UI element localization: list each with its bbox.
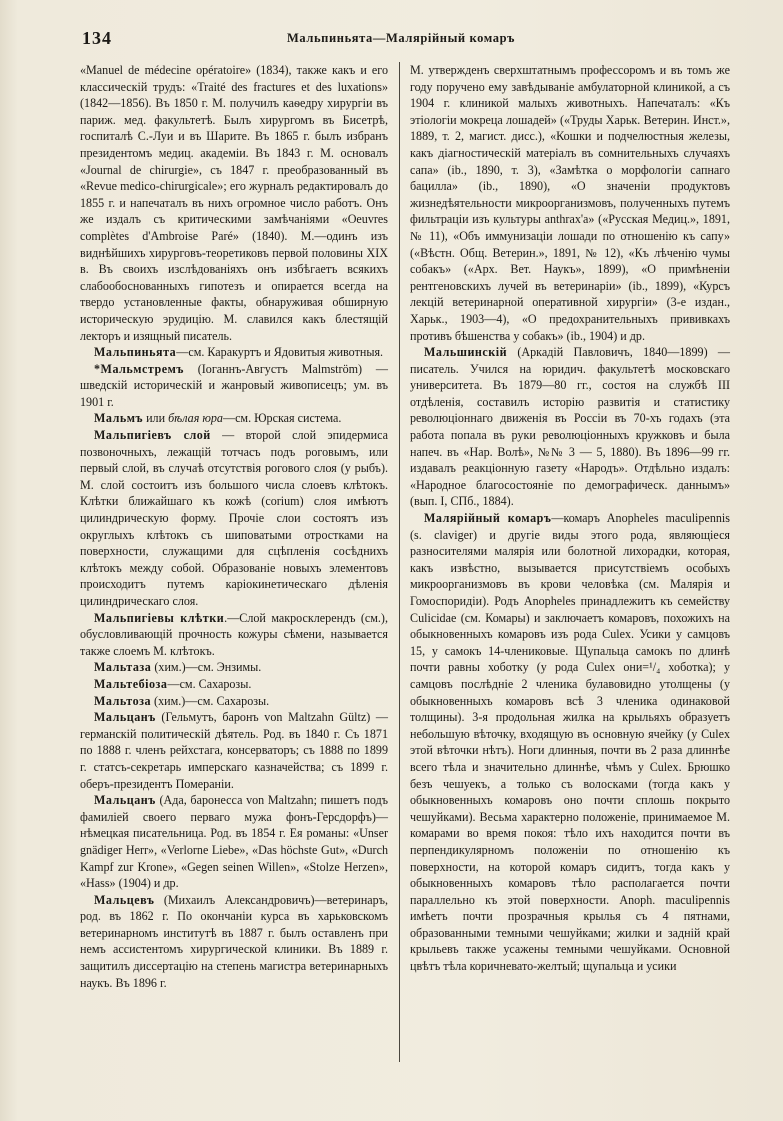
entry-continuation <box>80 62 388 344</box>
dictionary-entry <box>80 792 388 892</box>
entry-italic-text: бѣлая юра <box>168 411 223 426</box>
entry-text: .—Слой макросклерендъ (см.), обусловливающій прочность кожуры сѣмени, называется также слоемъ М. клѣтокъ. <box>80 610 388 658</box>
entry-text: —см. Сахарозы. <box>167 676 252 691</box>
dictionary-entry <box>80 693 388 710</box>
left-column <box>80 62 388 991</box>
entry-text: (Михаилъ Александровичъ)—ветеринаръ, род. въ 1862 г. По окончаніи курса въ харьковскомъ ветеринарномъ институтѣ въ 1887 г. былъ оставленъ при немъ ассистентомъ хирургической клиники. Въ 1889 г. защитилъ диссертацію на степень магистра ветеринарныхъ наукъ. Въ 1896 г. <box>80 892 388 990</box>
dictionary-entry <box>80 361 388 411</box>
entry-headword: Мальпигіевы клѣтки <box>94 610 225 625</box>
entry-text: «Manuel de médecine opératoire» (1834), также какъ и его классическій трудъ: «Traité des fractures et des luxations» (1842—1856). Въ 1850 г. М. получилъ каѳедру хирургіи въ париж. мед. факультетѣ. Былъ хирургомъ въ Бисетрѣ, госпиталѣ С.-Луи и въ Шарите. Въ 1865 г. былъ избранъ президентомъ медиц. академіи. Въ 1843 г. М. основалъ «Journal de chirurgie», съ 1847 г. преобразованный въ «Revue medico-chirurgicale»; его журналъ редактировалъ до 1855 г. и напечаталъ въ нихъ огромное число работъ. Онъ же издалъ съ критическими замѣчаніями «Oeuvres complètes d'Ambroise Paré» (1840). М.—одинъ изъ виднѣйшихъ хирурговъ-теоретиковъ первой половины XIX в. Въ своихъ изслѣдованіяхъ онъ избѣгаетъ всякихъ слабообоснованныхъ гипотезъ и опирается всегда на твердо установленные факты, обнаруживая обширную историческую эрудицію. М. славился какъ блестящій лекторъ и изящный писатель. <box>80 63 388 343</box>
entry-text: —см. Каракуртъ и Ядовитыя животныя. <box>176 345 384 360</box>
entry-text: (хим.)—см. Сахарозы. <box>151 693 270 708</box>
entry-continuation <box>410 62 730 344</box>
dictionary-entry <box>80 344 388 361</box>
entry-headword: Мальцевъ <box>94 892 155 907</box>
dictionary-entry <box>80 410 388 427</box>
entry-headword: Мальшинскій <box>424 345 508 360</box>
entry-headword: *Мальмстремъ <box>94 361 184 376</box>
page-header <box>82 28 762 50</box>
entry-headword: Мальтаза <box>94 660 152 675</box>
entry-headword: Мальцанъ <box>94 710 156 725</box>
entry-text: (Іоганнъ-Августъ Malmström) — шведскій историческій и жанровый живописецъ; ум. въ 1901 г. <box>80 361 388 409</box>
entry-headword: Мальтоза <box>94 693 152 708</box>
dictionary-entry <box>80 892 388 992</box>
entry-headword: Мальтебіоза <box>94 676 168 691</box>
entry-text: (Гельмутъ, баронъ von Maltzahn Gültz) — германскій политическій дѣятель. Род. въ 1840 г. Съ 1871 по 1888 г. членъ рейхстага, консерваторъ; съ 1888 по 1899 г. статсъ-секретарь имперскаго казначейства; съ 1899 г. оберъ-президентъ Помераніи. <box>80 710 388 791</box>
right-column <box>410 62 730 975</box>
dictionary-entry <box>80 610 388 660</box>
dictionary-entry <box>410 510 730 975</box>
entry-text-rest: —см. Юрская система. <box>222 411 342 426</box>
running-title: Мальпиньята—Малярійный комаръ <box>287 31 516 45</box>
entry-text: (Ада, баронесса von Maltzahn; пишетъ подъ фамиліей своего перваго мужа фонъ-Герсдорфъ)—нѣмецкая писательница. Род. въ 1854 г. Ея романы: «Unser gnädiger Herr», «Verlorne Liebe», «Das höchste Gut», «Durch Kampf zur Krone», «Gegen seinen Willen», «Stolze Herzen», «Hass» (1904) и др. <box>80 793 388 891</box>
entry-text: (Аркадій Павловичъ, 1840—1899) — писатель. Учился на юридич. факультетѣ московскаго университета. Въ 1879—80 гг., состоя на службѣ III отдѣленія, составилъ исторію развитія и статистику революціоннаго движенія въ Россіи въ 70-хъ годахъ (эта работа попала въ руки революціонныхъ кружковъ и была напеч. въ «Нар. Волѣ», №№ 3 — 5, 1880). Въ 1896—99 гг. издавалъ реакціонную газету «Народъ». Отдѣльно издалъ: «Народное благосостояніе по демографическ. даннымъ» (вып. I, СПб., 1884). <box>410 345 730 509</box>
entry-text: — второй слой эпидермиса позвоночныхъ, лежащій тотчасъ подъ роговымъ, или первый слой, въ случаѣ отсутствія рогового слоя (у рыбъ). М. слой состоитъ изъ большого числа слоевъ клѣтокъ. Клѣтки ближайшаго къ кожѣ (corium) слоя имѣютъ цилиндрическую форму. Прочіе слои состоятъ изъ округлыхъ клѣтокъ съ шиповатыми отростками на поверхности, служащими для сцѣпленія сосѣднихъ клѣтокъ между собой. Образованіе новыхъ элементовъ происходитъ путемъ каріокинетическаго дѣленія цилиндрическаго слоя. <box>80 428 388 608</box>
page-number: 134 <box>82 28 112 48</box>
dictionary-entry <box>80 427 388 610</box>
entry-text: М. утвержденъ сверхштатнымъ профессоромъ и въ томъ же году поручено ему завѣдываніе амбулаторной клиникой, а съ 1904 г. клиникой малыхъ животныхъ. Напечаталъ: «Къ этіологіи мокреца лошадей» («Труды Харьк. Ветерин. Инст.», 1889, т. 2, магист. дисс.), «Кошки и подчелюстныя железы, какъ діагностическій матеріалъ въ сомнительныхъ случаяхъ сапа» (ib., 1890, т. 3), «Замѣтка о морфологіи сапнаго бацилла» (ib., 1890), «О значеніи продуктовъ жизнедѣятельности микроорганизмовъ, полученныхъ путемъ фильтраціи изъ культуры anthrax'a» («Русская Медиц.», 1891, № 11), «Объ иммунизаціи лошади по отношенію къ сапу» («Вѣстн. Общ. Ветерин.», 1891, № 12), «Къ лѣченію чумы собакъ» («Арх. Вет. Наукъ», 1899), «О примѣненіи рентгеновскихъ лучей въ ветеринаріи» (ib., 1899), «Курсъ лекцій ветеринарной оперативной хирургіи» (3-е издан., Харьк., 1903—4), «О предохранительныхъ прививкахъ противъ бѣшенства у собакъ» (ib., 1904) и др. <box>410 63 730 343</box>
entry-headword: Мальцанъ <box>94 793 156 808</box>
dictionary-entry <box>80 709 388 792</box>
entry-headword: Малярійный комаръ <box>424 511 552 526</box>
dictionary-entry <box>80 676 388 693</box>
entry-headword: Мальпигіевъ слой <box>94 428 211 443</box>
entry-headword: Мальмъ <box>94 411 144 426</box>
dictionary-entry <box>80 659 388 676</box>
entry-text: или <box>143 411 169 426</box>
entry-text: (хим.)—см. Энзимы. <box>151 660 262 675</box>
entry-text: —комаръ Anopheles maculipennis (s. claviger) и другіе виды этого рода, являющіеся разносителями малярія или болотной лихорадки, которая, какъ извѣстно, вызывается присутствіемъ особыхъ микроорганизмовъ въ крови человѣка (см. Малярія и Гомоспоридіи). Родъ Anopheles принадлежитъ къ семейству Culicidae (см. Комары) и заключаетъ комаровъ, похожихъ на обыкновенныхъ комаровъ изъ рода Culex. Усики у самцовъ 15, у самокъ 14-члениковые. Щупальца самокъ по длинѣ почти равны хоботку (у рода Culex они=¹/₄ хоботка); у самцовъ послѣдніе 2 членика булавовидно утолщены (у обыкновенныхъ комаровъ всѣ 3 членика одинаковой толщины). 3-я продольная жилка на крыльяхъ образуетъ небольшую вѣточку, входящую въ основную ячейку (у Culex этой вѣточки нѣтъ). Ноги длинныя, почти въ 2 раза длиннѣе всего тѣла и значительно длиннѣе, чѣмъ у Culex. Брюшко безъ чешуекъ, а только съ волосками (тогда какъ у обыкновенныхъ комаровъ оно почти сплошь покрыто чешуйками). Весьма характерно положеніе, принимаемое М. комарами во время покоя: тѣло ихъ находится почти въ перпендикулярномъ положеніи по отношенію къ поверхности, на которой комаръ сидитъ, тогда какъ у обыкновенныхъ комаровъ тѣло располагается почти параллельно къ этой поверхности. Anoph. maculipennis имѣетъ почти прозрачныя крылья съ 4 пятнами, образованными темными чешуйками; жилки и задній край крыльевъ также усажены темными чешуйками. Основной цвѣтъ тѣла коричневато-желтый; щупальца и усики <box>410 511 730 974</box>
entry-headword: Мальпиньята <box>94 345 177 360</box>
dictionary-entry <box>410 344 730 510</box>
column-divider <box>399 62 400 1062</box>
